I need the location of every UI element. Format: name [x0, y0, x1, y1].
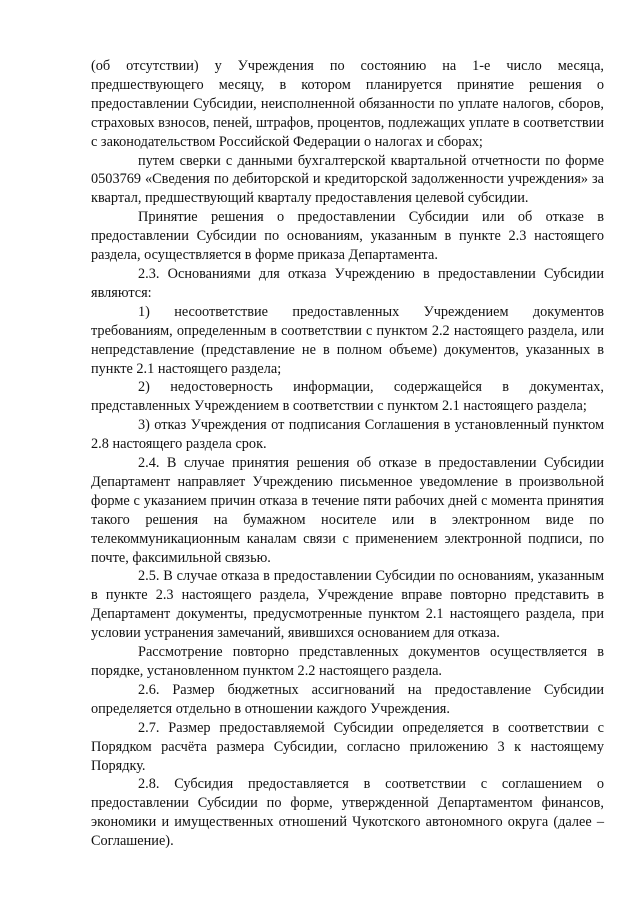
paragraph-reconciliation: путем сверки с данными бухгалтерской квартальной отчетности по форме 0503769 «Сведения по дебиторской и кредиторской задолженности учреждения» за квартал, предшествующий кварталу предоставления целевой субсидии. — [91, 152, 604, 207]
paragraph-2-8: 2.8. Субсидия предоставляется в соответствии с соглашением о предоставлении Субсидии по форме, утвержденной Департаментом финансов, экономики и имущественных отношений Чукотского автономного округа (далее – Соглашение). — [91, 776, 604, 850]
paragraph-resubmission: Рассмотрение повторно представленных документов осуществляется в порядке, установленном пунктом 2.2 настоящего раздела. — [91, 644, 604, 679]
paragraph-2-3-item-3: 3) отказ Учреждения от подписания Соглашения в установленный пунктом 2.8 настоящего раздела срок. — [91, 417, 604, 453]
paragraph-2-3-item-2: 2) недостоверность информации, содержащейся в документах, представленных Учреждением в соответствии с пунктом 2.1 настоящего раздела; — [91, 379, 604, 415]
paragraph-2-3-item-1: 1) несоответствие предоставленных Учреждением документов требованиям, определенным в соответствии с пунктом 2.2 настоящего раздела, или непредставление (представление не в полном объеме) документов, указанных в пункте 2.1 настоящего раздела; — [91, 303, 604, 377]
paragraph-2-5: 2.5. В случае отказа в предоставлении Субсидии по основаниям, указанным в пункте 2.3 настоящего раздела, Учреждение вправе повторно представить в Департамент документы, предусмотренные пунктом 2.1 настоящего раздела, при условии устранения замечаний, явившихся основанием для отказа. — [91, 568, 604, 642]
paragraph-2-3: 2.3. Основаниями для отказа Учреждению в предоставлении Субсидии являются: — [91, 265, 604, 301]
paragraph-decision: Принятие решения о предоставлении Субсидии или об отказе в предоставлении Субсидии по основаниям, указанным в пункте 2.3 настоящего раздела, осуществляется в форме приказа Департамента. — [91, 209, 604, 264]
paragraph-continuation: (об отсутствии) у Учреждения по состоянию на 1-е число месяца, предшествующего месяцу, в котором планируется принятие решения о предоставлении Субсидии, неисполненной обязанности по уплате налогов, сборов, страховых взносов, пеней, штрафов, процентов, подлежащих уплате в соответствии с законодательством Российской Федерации о налогах и сборах; — [91, 58, 604, 150]
paragraph-2-6: 2.6. Размер бюджетных ассигнований на предоставление Субсидии определяется отдельно в отношении каждого Учреждения. — [91, 681, 604, 717]
paragraph-2-7: 2.7. Размер предоставляемой Субсидии определяется в соответствии с Порядком расчёта размера Субсидии, согласно приложению 3 к настоящему Порядку. — [91, 719, 604, 774]
paragraph-2-4: 2.4. В случае принятия решения об отказе в предоставлении Субсидии Департамент направляет Учреждению письменное уведомление в произвольной форме с указанием причин отказа в течение пяти рабочих дней с момента принятия такого решения на бумажном носителе или в электронном виде по телекоммуникационным каналам связи с применением электронной подписи, по почте, факсимильной связью. — [91, 455, 604, 566]
